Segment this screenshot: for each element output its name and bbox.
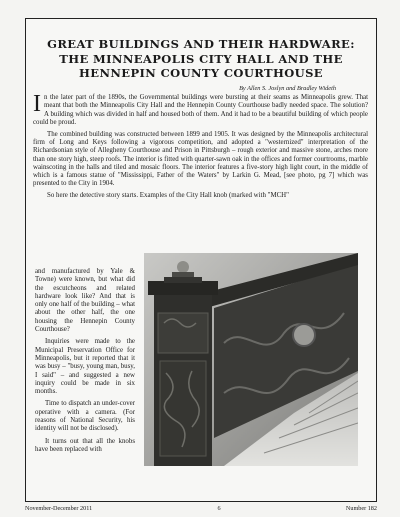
paragraph-3: So here the detective story starts. Examples of the City Hall knob (marked with "MCH" <box>47 192 289 200</box>
article-body <box>33 91 368 204</box>
left-column-paragraph: It turns out that all the knobs have been replaced with <box>35 437 135 453</box>
paragraph-1-text: n the later part of the 1890s, the Governmental buildings were bursting at their seams as Minneapolis grew. That meant that both the Minneapolis City Hall and the Hennepin County Courthouse badly needed space. The solution? A building which was divided in half and housed both of them. And it had to be a beautiful building of which people could be proud. <box>33 94 368 126</box>
page-footer <box>25 505 377 512</box>
drop-cap: I <box>33 91 41 117</box>
left-column-paragraph: and manufactured by Yale & Towne) were known, but what did the escutcheons and related hardware look like? And that is only one half of the building – what about the other half, the one housing the Hennepin County Courthouse? <box>35 268 135 334</box>
left-column <box>35 268 135 458</box>
left-column-paragraph: Time to dispatch an under-cover operative with a camera. (For reasons of National Security, his identity will not be disclosed). <box>35 400 135 433</box>
paragraph-2: The combined building was constructed between 1899 and 1905. It was designed by the Minneapolis architectural firm of Long and Keys following a vigorous competition, and adopted a "westernized" interpretation of the Richardsonian style of Allegheny Courthouse and Prison in Pittsburgh – rough exterior and massive stone, arches more than one story high, steep roofs. The interior is fitted with quarter-sawn oak in the offices and former courtrooms, marble wainscoting in the halls and tiled and mosaic floors. The interior features a five-story high light court, in the middle of which is a famous statue of "Mississippi, Father of the Waters" by Larkin G. Mead, [see photo, pg 7] which was presented to the City in 1904. <box>33 130 368 188</box>
title-line-3: HENNEPIN COUNTY COURTHOUSE <box>79 66 323 80</box>
title-line-1: GREAT BUILDINGS AND THEIR HARDWARE: <box>47 37 355 51</box>
paragraph-1 <box>33 91 368 127</box>
page-number: 6 <box>217 505 221 512</box>
article-title <box>26 37 376 81</box>
newel-post-illustration <box>144 253 358 466</box>
title-line-2: THE MINNEAPOLIS CITY HALL AND THE <box>59 51 343 66</box>
issue-number: Number 182 <box>345 505 377 512</box>
byline: By Allen S. Joslyn and Bradley Wideth <box>239 84 336 92</box>
issue-date: November-December 2011 <box>25 505 93 512</box>
staircase-newel-photo <box>144 253 358 466</box>
left-column-paragraph: Inquiries were made to the Municipal Preservation Office for Minneapolis, but it reported that it was busy – "busy, young man, busy, I said" – and suggested a new inquiry could be made in six months. <box>35 338 135 396</box>
